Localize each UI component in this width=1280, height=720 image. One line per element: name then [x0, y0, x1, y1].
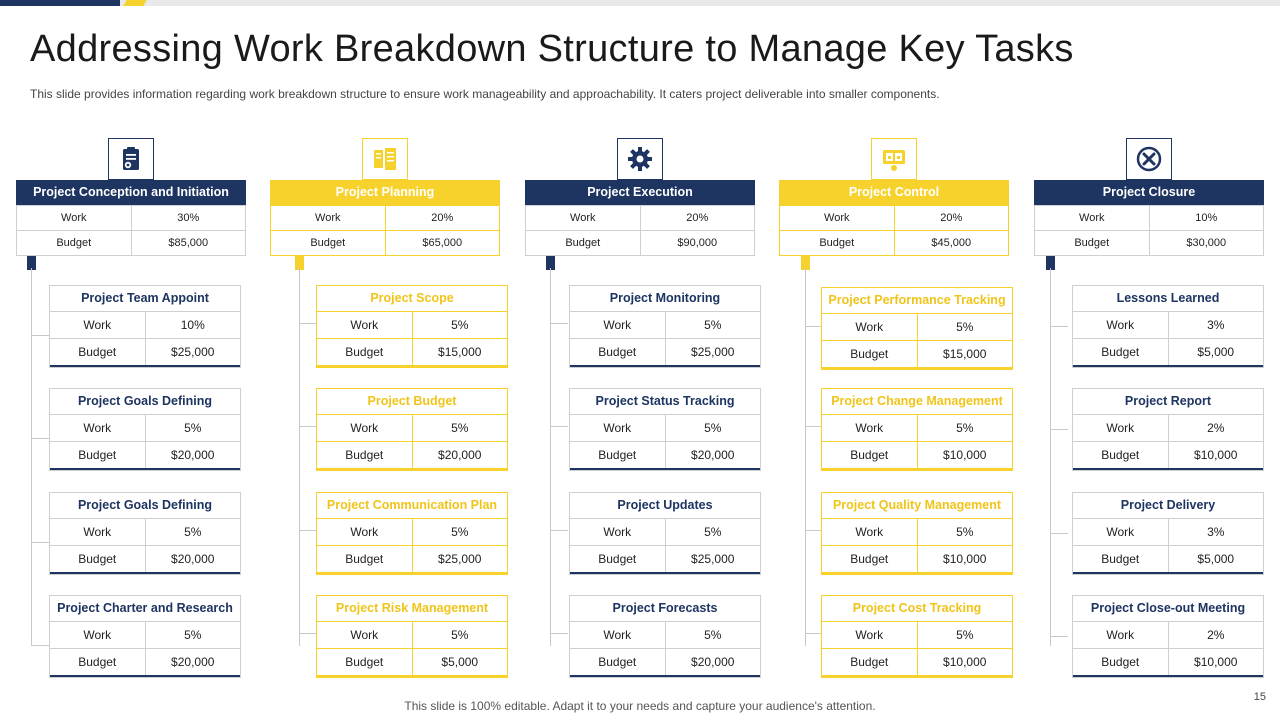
task-work-label: Work: [570, 519, 665, 546]
column-execution: [525, 138, 771, 678]
footer-note: This slide is 100% editable. Adapt it to your needs and capture your audience's attention.: [404, 699, 876, 713]
task-card: [821, 388, 1013, 471]
task-budget-label: Budget: [1073, 339, 1168, 367]
task-work-value: 2%: [1168, 622, 1263, 649]
task-budget-label: Budget: [50, 546, 145, 574]
task-budget-label: Budget: [50, 339, 145, 367]
column-closure: [1034, 138, 1280, 678]
task-work-value: 5%: [145, 622, 240, 649]
task-work-label: Work: [50, 415, 145, 442]
task-budget-label: Budget: [822, 442, 917, 470]
task-budget-value: $5,000: [1168, 339, 1263, 367]
task-budget-value: $20,000: [665, 649, 760, 677]
task-budget-value: $15,000: [917, 341, 1012, 369]
task-title: Project Goals Defining: [50, 389, 240, 415]
task-work-label: Work: [1073, 622, 1168, 649]
branch-connector: [31, 542, 49, 543]
task-work-value: 5%: [917, 622, 1012, 649]
task-work-label: Work: [1073, 519, 1168, 546]
task-work-label: Work: [570, 312, 665, 339]
task-work-label: Work: [317, 312, 412, 339]
close-circle-icon: [1126, 138, 1172, 180]
task-title: Project Status Tracking: [570, 389, 760, 415]
task-title: Project Quality Management: [822, 493, 1012, 519]
task-card: [1072, 595, 1264, 678]
task-work-label: Work: [50, 312, 145, 339]
task-work-value: 3%: [1168, 312, 1263, 339]
task-budget-label: Budget: [317, 649, 412, 677]
branch-connector: [299, 426, 317, 427]
task-budget-value: $20,000: [145, 442, 240, 470]
task-budget-value: $5,000: [412, 649, 507, 677]
task-work-value: 5%: [665, 622, 760, 649]
work-value: 20%: [640, 206, 755, 231]
branch-connector: [1050, 326, 1068, 327]
work-label: Work: [17, 206, 132, 231]
branch-line: [550, 268, 551, 646]
budget-label: Budget: [1035, 231, 1150, 256]
task-card: [569, 595, 761, 678]
task-budget-value: $10,000: [917, 546, 1012, 574]
task-card: [1072, 492, 1264, 575]
task-budget-value: $25,000: [145, 339, 240, 367]
task-card: [49, 388, 241, 471]
column-summary-table: [525, 205, 755, 256]
budget-label: Budget: [271, 231, 386, 256]
work-label: Work: [271, 206, 386, 231]
task-budget-value: $25,000: [665, 546, 760, 574]
branch-connector: [550, 323, 568, 324]
work-label: Work: [780, 206, 895, 231]
task-work-value: 10%: [145, 312, 240, 339]
task-work-label: Work: [1073, 312, 1168, 339]
task-budget-label: Budget: [317, 339, 412, 367]
task-budget-label: Budget: [317, 546, 412, 574]
branch-connector: [299, 530, 317, 531]
branch-connector: [550, 426, 568, 427]
task-work-value: 3%: [1168, 519, 1263, 546]
column-title: Project Execution: [525, 180, 755, 205]
task-work-value: 5%: [665, 312, 760, 339]
task-card: [316, 285, 508, 368]
task-budget-label: Budget: [1073, 649, 1168, 677]
work-label: Work: [526, 206, 641, 231]
task-title: Project Charter and Research: [50, 596, 240, 622]
control-panel-icon: [871, 138, 917, 180]
task-work-value: 5%: [412, 312, 507, 339]
branch-connector: [1050, 636, 1068, 637]
task-work-label: Work: [822, 622, 917, 649]
task-title: Project Delivery: [1073, 493, 1263, 519]
task-card: [49, 285, 241, 368]
branch-connector: [1050, 533, 1068, 534]
column-summary-table: [779, 205, 1009, 256]
task-work-label: Work: [570, 415, 665, 442]
task-budget-label: Budget: [50, 649, 145, 677]
task-card: [821, 492, 1013, 575]
budget-label: Budget: [526, 231, 641, 256]
work-label: Work: [1035, 206, 1150, 231]
planning-documents-icon: [362, 138, 408, 180]
task-work-value: 5%: [665, 415, 760, 442]
task-title: Project Updates: [570, 493, 760, 519]
task-work-label: Work: [570, 622, 665, 649]
page-subtitle: This slide provides information regarding work breakdown structure to ensure work manageability and approachability. It caters project deliverable into smaller components.: [30, 87, 940, 101]
task-work-label: Work: [317, 622, 412, 649]
top-accent-navy: [0, 0, 120, 6]
task-title: Project Change Management: [822, 389, 1012, 415]
task-title: Project Monitoring: [570, 286, 760, 312]
task-title: Project Cost Tracking: [822, 596, 1012, 622]
task-title: Project Performance Tracking: [822, 288, 1012, 314]
task-card: [821, 595, 1013, 678]
clipboard-gear-icon: [108, 138, 154, 180]
budget-value: $65,000: [385, 231, 500, 256]
work-value: 20%: [894, 206, 1009, 231]
task-work-label: Work: [50, 622, 145, 649]
column-control: [779, 138, 1025, 678]
task-title: Project Budget: [317, 389, 507, 415]
task-budget-label: Budget: [570, 442, 665, 470]
task-card: [1072, 388, 1264, 471]
budget-label: Budget: [17, 231, 132, 256]
task-budget-value: $10,000: [917, 649, 1012, 677]
task-budget-value: $5,000: [1168, 546, 1263, 574]
task-budget-label: Budget: [317, 442, 412, 470]
work-value: 20%: [385, 206, 500, 231]
task-title: Project Forecasts: [570, 596, 760, 622]
branch-connector: [299, 633, 317, 634]
task-work-value: 5%: [665, 519, 760, 546]
task-work-value: 5%: [412, 415, 507, 442]
page-title: Addressing Work Breakdown Structure to Manage Key Tasks: [30, 28, 1074, 70]
task-work-label: Work: [822, 519, 917, 546]
task-budget-label: Budget: [822, 546, 917, 574]
budget-value: $85,000: [131, 231, 246, 256]
task-budget-value: $20,000: [145, 649, 240, 677]
task-title: Lessons Learned: [1073, 286, 1263, 312]
column-title: Project Conception and Initiation: [16, 180, 246, 205]
column-summary-table: [270, 205, 500, 256]
branch-connector: [550, 633, 568, 634]
task-budget-label: Budget: [570, 339, 665, 367]
task-budget-label: Budget: [822, 649, 917, 677]
task-budget-value: $25,000: [665, 339, 760, 367]
task-card: [569, 285, 761, 368]
task-budget-value: $20,000: [665, 442, 760, 470]
page-number: 15: [1253, 691, 1266, 703]
gear-icon: [617, 138, 663, 180]
task-work-label: Work: [317, 415, 412, 442]
task-budget-value: $20,000: [145, 546, 240, 574]
task-budget-label: Budget: [822, 341, 917, 369]
task-work-value: 5%: [917, 519, 1012, 546]
task-budget-label: Budget: [570, 649, 665, 677]
task-work-label: Work: [822, 314, 917, 341]
budget-value: $45,000: [894, 231, 1009, 256]
task-title: Project Report: [1073, 389, 1263, 415]
task-title: Project Team Appoint: [50, 286, 240, 312]
task-work-label: Work: [50, 519, 145, 546]
task-budget-value: $10,000: [1168, 442, 1263, 470]
column-planning: [270, 138, 516, 678]
task-card: [49, 492, 241, 575]
task-budget-value: $20,000: [412, 442, 507, 470]
task-work-value: 5%: [917, 314, 1012, 341]
branch-connector: [550, 530, 568, 531]
branch-connector: [299, 323, 317, 324]
task-card: [49, 595, 241, 678]
task-budget-label: Budget: [1073, 546, 1168, 574]
task-card: [569, 492, 761, 575]
task-card: [316, 492, 508, 575]
budget-value: $30,000: [1149, 231, 1264, 256]
task-card: [1072, 285, 1264, 368]
branch-line: [1050, 268, 1051, 646]
column-title: Project Closure: [1034, 180, 1264, 205]
task-card: [821, 287, 1013, 370]
task-work-value: 5%: [412, 519, 507, 546]
column-title: Project Control: [779, 180, 1009, 205]
task-budget-value: $10,000: [1168, 649, 1263, 677]
task-work-value: 5%: [145, 415, 240, 442]
column-title: Project Planning: [270, 180, 500, 205]
task-card: [316, 595, 508, 678]
branch-line: [31, 268, 32, 646]
work-value: 10%: [1149, 206, 1264, 231]
task-work-value: 2%: [1168, 415, 1263, 442]
task-work-value: 5%: [145, 519, 240, 546]
top-accent-yellow: [123, 0, 146, 6]
branch-line: [805, 268, 806, 646]
top-accent-bar: [0, 0, 1280, 6]
work-value: 30%: [131, 206, 246, 231]
branch-connector: [1050, 429, 1068, 430]
budget-label: Budget: [780, 231, 895, 256]
task-budget-label: Budget: [1073, 442, 1168, 470]
task-title: Project Risk Management: [317, 596, 507, 622]
task-title: Project Scope: [317, 286, 507, 312]
branch-connector: [31, 335, 49, 336]
task-budget-value: $25,000: [412, 546, 507, 574]
branch-connector: [31, 438, 49, 439]
column-summary-table: [16, 205, 246, 256]
task-work-value: 5%: [917, 415, 1012, 442]
branch-connector: [31, 645, 49, 646]
task-budget-label: Budget: [570, 546, 665, 574]
task-card: [316, 388, 508, 471]
budget-value: $90,000: [640, 231, 755, 256]
task-title: Project Close-out Meeting: [1073, 596, 1263, 622]
column-summary-table: [1034, 205, 1264, 256]
task-budget-value: $10,000: [917, 442, 1012, 470]
task-budget-label: Budget: [50, 442, 145, 470]
column-conception: [16, 138, 262, 678]
task-card: [569, 388, 761, 471]
task-work-label: Work: [317, 519, 412, 546]
task-title: Project Goals Defining: [50, 493, 240, 519]
task-work-label: Work: [822, 415, 917, 442]
branch-line: [299, 268, 300, 646]
task-budget-value: $15,000: [412, 339, 507, 367]
task-title: Project Communication Plan: [317, 493, 507, 519]
task-work-label: Work: [1073, 415, 1168, 442]
task-work-value: 5%: [412, 622, 507, 649]
